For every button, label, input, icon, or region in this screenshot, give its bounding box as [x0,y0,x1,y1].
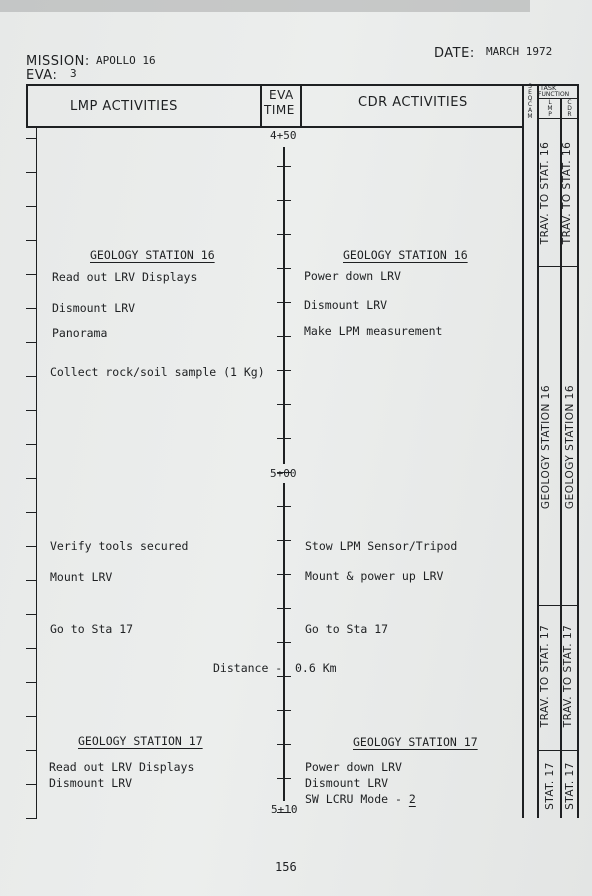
cdr-activity: Dismount LRV [304,298,388,312]
lmp-activity: Read out LRV Displays [49,760,195,774]
lmp-activities-header: LMP ACTIVITIES [70,99,178,114]
left-tick [26,648,37,649]
eva-right-border [300,84,302,128]
lmp-activity: Read out LRV Displays [52,270,198,284]
header-bottom-border [26,126,522,128]
left-tick [26,308,37,309]
header-letter: A [527,107,533,114]
lcru-mode-label: SW LCRU Mode - [305,792,409,806]
timeline-tick [277,506,291,507]
left-tick [26,206,37,207]
table-top-border [26,84,578,86]
task-segment-divider [538,605,578,606]
left-tick [26,410,37,411]
timeline-tick [277,302,291,303]
timeline-tick [277,268,291,269]
eva-left-border [260,84,262,128]
lmp-activity: Mount LRV [50,570,113,584]
lmp-activity: Go to Sta 17 [50,622,134,636]
lcru-mode-value: 2 [408,792,416,806]
mission-value: APOLLO 16 [96,54,156,67]
left-tick [26,172,37,173]
lmp-task-stat-17: STAT. 17 [544,762,556,810]
timeline-tick [277,608,291,609]
cdr-task-stat-17: STAT. 17 [564,762,576,810]
left-tick [26,818,37,819]
left-tick [26,478,37,479]
left-tick [26,138,37,139]
task-subheader-divider [537,118,578,119]
cdr-geology-station-17: GEOLOGY STATION 17 [353,735,478,749]
left-timeline-rule [36,128,37,818]
task-cdr-header [562,100,577,118]
seq-cam-header [524,84,536,120]
left-tick [26,682,37,683]
cdr-task-trav-17: TRAV. TO STAT. 17 [562,624,574,728]
mission-label: MISSION: [26,54,90,69]
timeline-tick [277,574,291,575]
header-letter: D [567,105,572,112]
page-top-edge [0,0,530,12]
timeline-tick [277,234,291,235]
header-letter: M [547,105,553,112]
task-header-divider [537,98,578,99]
timeline-tick [277,336,291,337]
date-value: MARCH 1972 [486,45,553,58]
left-tick [26,546,37,547]
lmp-geology-station-17: GEOLOGY STATION 17 [78,734,203,748]
lmp-activity: Panorama [52,326,108,340]
seqcam-left-border [522,84,524,818]
lmp-activity: Collect rock/soil sample (1 Kg) [50,365,265,379]
distance-value: 0.6 Km [295,661,337,675]
timeline-tick [277,642,291,643]
eva-time-header-line1: EVA [269,88,294,102]
left-tick [26,512,37,513]
time-label-5-00: 5+00 [270,467,297,480]
cdr-activities-header: CDR ACTIVITIES [358,95,468,110]
cdr-activity: Stow LPM Sensor/Tripod [305,539,458,553]
left-tick [26,716,37,717]
page-number: 156 [275,860,297,874]
header-letter: P [548,111,552,118]
time-label-4-50: 4+50 [270,129,297,142]
header-letter: M [527,113,533,120]
header-letter: L [548,99,552,106]
lmp-geology-station-16: GEOLOGY STATION 16 [90,248,215,262]
timeline-tick [277,676,291,677]
cdr-task-trav-16: TRAV. TO STAT. 16 [561,141,573,245]
table-left-border [26,84,28,128]
header-letter: S [528,83,532,90]
left-tick [26,784,37,785]
cdr-activity: Power down LRV [305,760,402,774]
eva-value: 3 [70,67,77,80]
left-tick [26,614,37,615]
lmp-task-trav-16: TRAV. TO STAT. 16 [539,141,551,245]
lmp-activity: Dismount LRV [49,776,133,790]
date-label: DATE: [434,46,475,61]
left-tick [26,580,37,581]
lmp-task-geology-16: GEOLOGY STATION 16 [540,384,552,510]
header-letter: R [567,111,572,118]
cdr-geology-station-16: GEOLOGY STATION 16 [343,248,468,262]
task-segment-divider [538,266,578,267]
distance-label: Distance - [213,661,283,675]
task-function-header-line1: TASK [540,84,557,92]
timeline-tick [277,778,291,779]
left-tick [26,342,37,343]
timeline-tick [277,710,291,711]
cdr-activity: Mount & power up LRV [305,569,444,583]
timeline-tick [277,744,291,745]
header-letter: C [567,99,572,106]
cdr-activity [305,792,416,806]
left-tick [26,240,37,241]
eva-label: EVA: [26,68,58,83]
lmp-activity: Dismount LRV [52,301,136,315]
timeline-tick [277,370,291,371]
timeline-tick [277,438,291,439]
left-tick [26,444,37,445]
task-function-header-line2: FUNCTION [538,91,570,98]
cdr-activity: Dismount LRV [305,776,389,790]
left-tick [26,750,37,751]
timeline-axis-upper [283,147,285,464]
time-label-5-10: 5+10 [271,803,298,816]
timeline-tick [277,166,291,167]
header-letter: Q [527,95,533,102]
lmp-activity: Verify tools secured [50,539,189,553]
left-tick [26,376,37,377]
timeline-tick [277,404,291,405]
cdr-activity: Make LPM measurement [304,324,443,338]
left-tick [26,274,37,275]
timeline-tick [277,200,291,201]
header-letter: C [527,101,533,108]
cdr-activity: Go to Sta 17 [305,622,389,636]
lmp-task-trav-17: TRAV. TO STAT. 17 [539,624,551,728]
timeline-tick [277,540,291,541]
header-letter: E [528,89,532,96]
cdr-activity: Power down LRV [304,269,401,283]
eva-time-header-line2: TIME [264,103,295,117]
cdr-task-geology-16: GEOLOGY STATION 16 [564,384,576,510]
task-lmp-header [540,100,560,118]
task-segment-divider [538,750,578,751]
